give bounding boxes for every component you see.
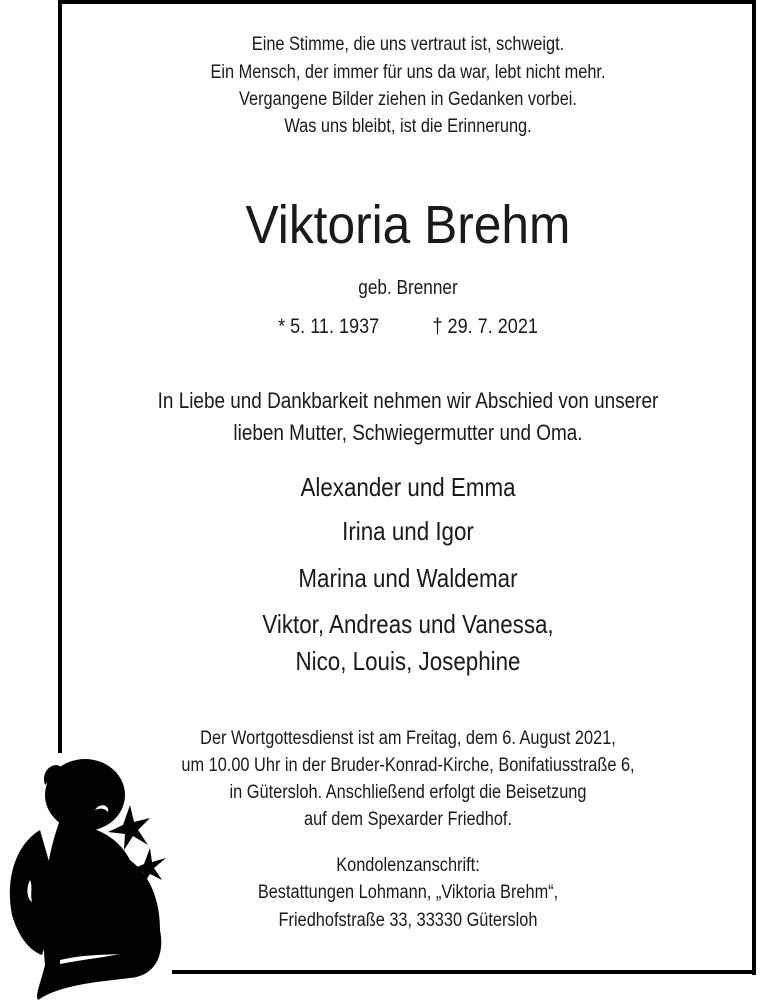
- condolence-line: Friedhofstraße 33, 33330 Gütersloh: [278, 910, 538, 931]
- condolence-line: Bestattungen Lohmann, „Viktoria Brehm“,: [257, 882, 559, 903]
- border-left: [58, 0, 62, 753]
- death-date: † 29. 7. 2021: [432, 315, 538, 338]
- service-line: in Gütersloh. Anschließend erfolgt die Beisetzung: [229, 782, 587, 803]
- relative-line: Viktor, Andreas und Vanessa,: [262, 609, 554, 639]
- service-line: Der Wortgottesdienst ist am Freitag, dem 6. August 2021,: [200, 728, 616, 749]
- service-line: um 10.00 Uhr in der Bruder-Konrad-Kirche, Bonifatiusstraße 6,: [181, 755, 635, 776]
- relative-line: Alexander und Emma: [300, 472, 516, 502]
- poem-line: Vergangene Bilder ziehen in Gedanken vorbei.: [239, 89, 577, 110]
- relative-line: Irina und Igor: [342, 516, 474, 546]
- poem-line: Was uns bleibt, ist die Erinnerung.: [284, 116, 532, 137]
- border-bottom: [172, 970, 756, 974]
- poem-line: Ein Mensch, der immer für uns da war, lebt nicht mehr.: [210, 62, 606, 83]
- service-line: auf dem Spexarder Friedhof.: [303, 809, 512, 830]
- border-right: [752, 0, 756, 975]
- poem-line: Eine Stimme, die uns vertraut ist, schweigt.: [251, 34, 565, 55]
- relative-line: Nico, Louis, Josephine: [295, 646, 521, 676]
- maiden-name: geb. Brenner: [358, 277, 458, 299]
- farewell-line: lieben Mutter, Schwiegermutter und Oma.: [233, 420, 583, 445]
- relative-line: Marina und Waldemar: [298, 563, 518, 593]
- condolence-line: Kondolenzanschrift:: [336, 855, 480, 876]
- border-top: [58, 0, 756, 4]
- birth-date: * 5. 11. 1937: [278, 315, 380, 338]
- farewell-line: In Liebe und Dankbarkeit nehmen wir Abschied von unserer: [157, 388, 659, 413]
- angel-icon: [0, 750, 175, 1000]
- deceased-name: Viktoria Brehm: [245, 195, 571, 255]
- dates: [109, 316, 708, 337]
